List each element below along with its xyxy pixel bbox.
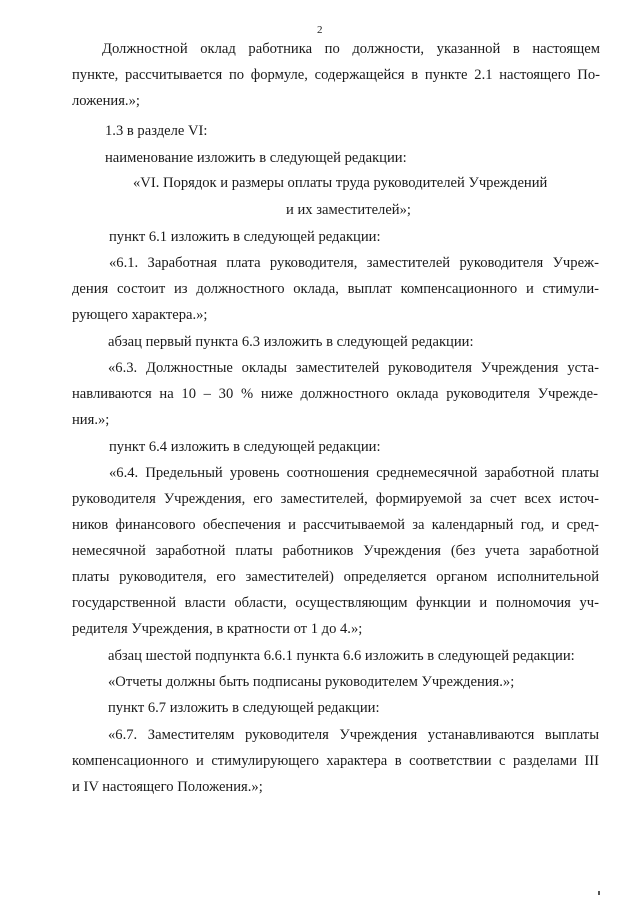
text-line: ников финансового обеспечения и рассчитываемой за календарный год, и сред- bbox=[72, 517, 599, 533]
scan-mark bbox=[598, 891, 600, 895]
text-line: пункте, рассчитывается по формуле, содержащейся в пункте 2.1 настоящего По- bbox=[72, 67, 600, 83]
text-line: немесячной заработной платы работников Учреждения (без учета заработной bbox=[72, 543, 599, 559]
section-heading-line: «VI. Порядок и размеры оплаты труда руководителей Учреждений bbox=[133, 175, 548, 191]
text-line: государственной власти области, осуществляющим функции и полномочия уч- bbox=[72, 595, 599, 611]
text-line: навливаются на 10 – 30 % ниже должностного оклада руководителя Учрежде- bbox=[72, 386, 598, 402]
text-line: пункт 6.4 изложить в следующей редакции: bbox=[109, 439, 381, 455]
text-line: редителя Учреждения, в кратности от 1 до 4.»; bbox=[72, 621, 363, 637]
text-line: пункт 6.7 изложить в следующей редакции: bbox=[108, 700, 380, 716]
text-line: платы руководителя, его заместителей) определяется органом исполнительной bbox=[72, 569, 599, 585]
text-line: дения состоит из должностного оклада, выплат компенсационного и стимули- bbox=[72, 281, 599, 297]
text-line: руководителя Учреждения, его заместителей, формируемой за счет всех источ- bbox=[72, 491, 599, 507]
text-line: пункт 6.1 изложить в следующей редакции: bbox=[109, 229, 381, 245]
text-line: «6.4. Предельный уровень соотношения среднемесячной заработной платы bbox=[109, 465, 599, 481]
text-line: ложения.»; bbox=[72, 93, 140, 109]
text-line: и IV настоящего Положения.»; bbox=[72, 779, 263, 795]
text-line: компенсационного и стимулирующего характера в соответствии с разделами III bbox=[72, 753, 599, 769]
text-line: «6.1. Заработная плата руководителя, заместителей руководителя Учреж- bbox=[109, 255, 599, 271]
section-heading-line: и их заместителей»; bbox=[286, 202, 411, 218]
text-line: «6.3. Должностные оклады заместителей руководителя Учреждения уста- bbox=[108, 360, 599, 376]
text-line: рующего характера.»; bbox=[72, 307, 208, 323]
page-number: 2 bbox=[317, 24, 323, 36]
text-line: Должностной оклад работника по должности, указанной в настоящем bbox=[102, 41, 600, 57]
text-line: «6.7. Заместителям руководителя Учреждения устанавливаются выплаты bbox=[108, 727, 599, 743]
text-line: наименование изложить в следующей редакции: bbox=[105, 150, 407, 166]
text-line: абзац первый пункта 6.3 изложить в следующей редакции: bbox=[108, 334, 474, 350]
text-line: 1.3 в разделе VI: bbox=[105, 123, 208, 139]
text-line: «Отчеты должны быть подписаны руководителем Учреждения.»; bbox=[108, 674, 515, 690]
text-line: абзац шестой подпункта 6.6.1 пункта 6.6 изложить в следующей редакции: bbox=[108, 648, 575, 664]
text-line: ния.»; bbox=[72, 412, 110, 428]
